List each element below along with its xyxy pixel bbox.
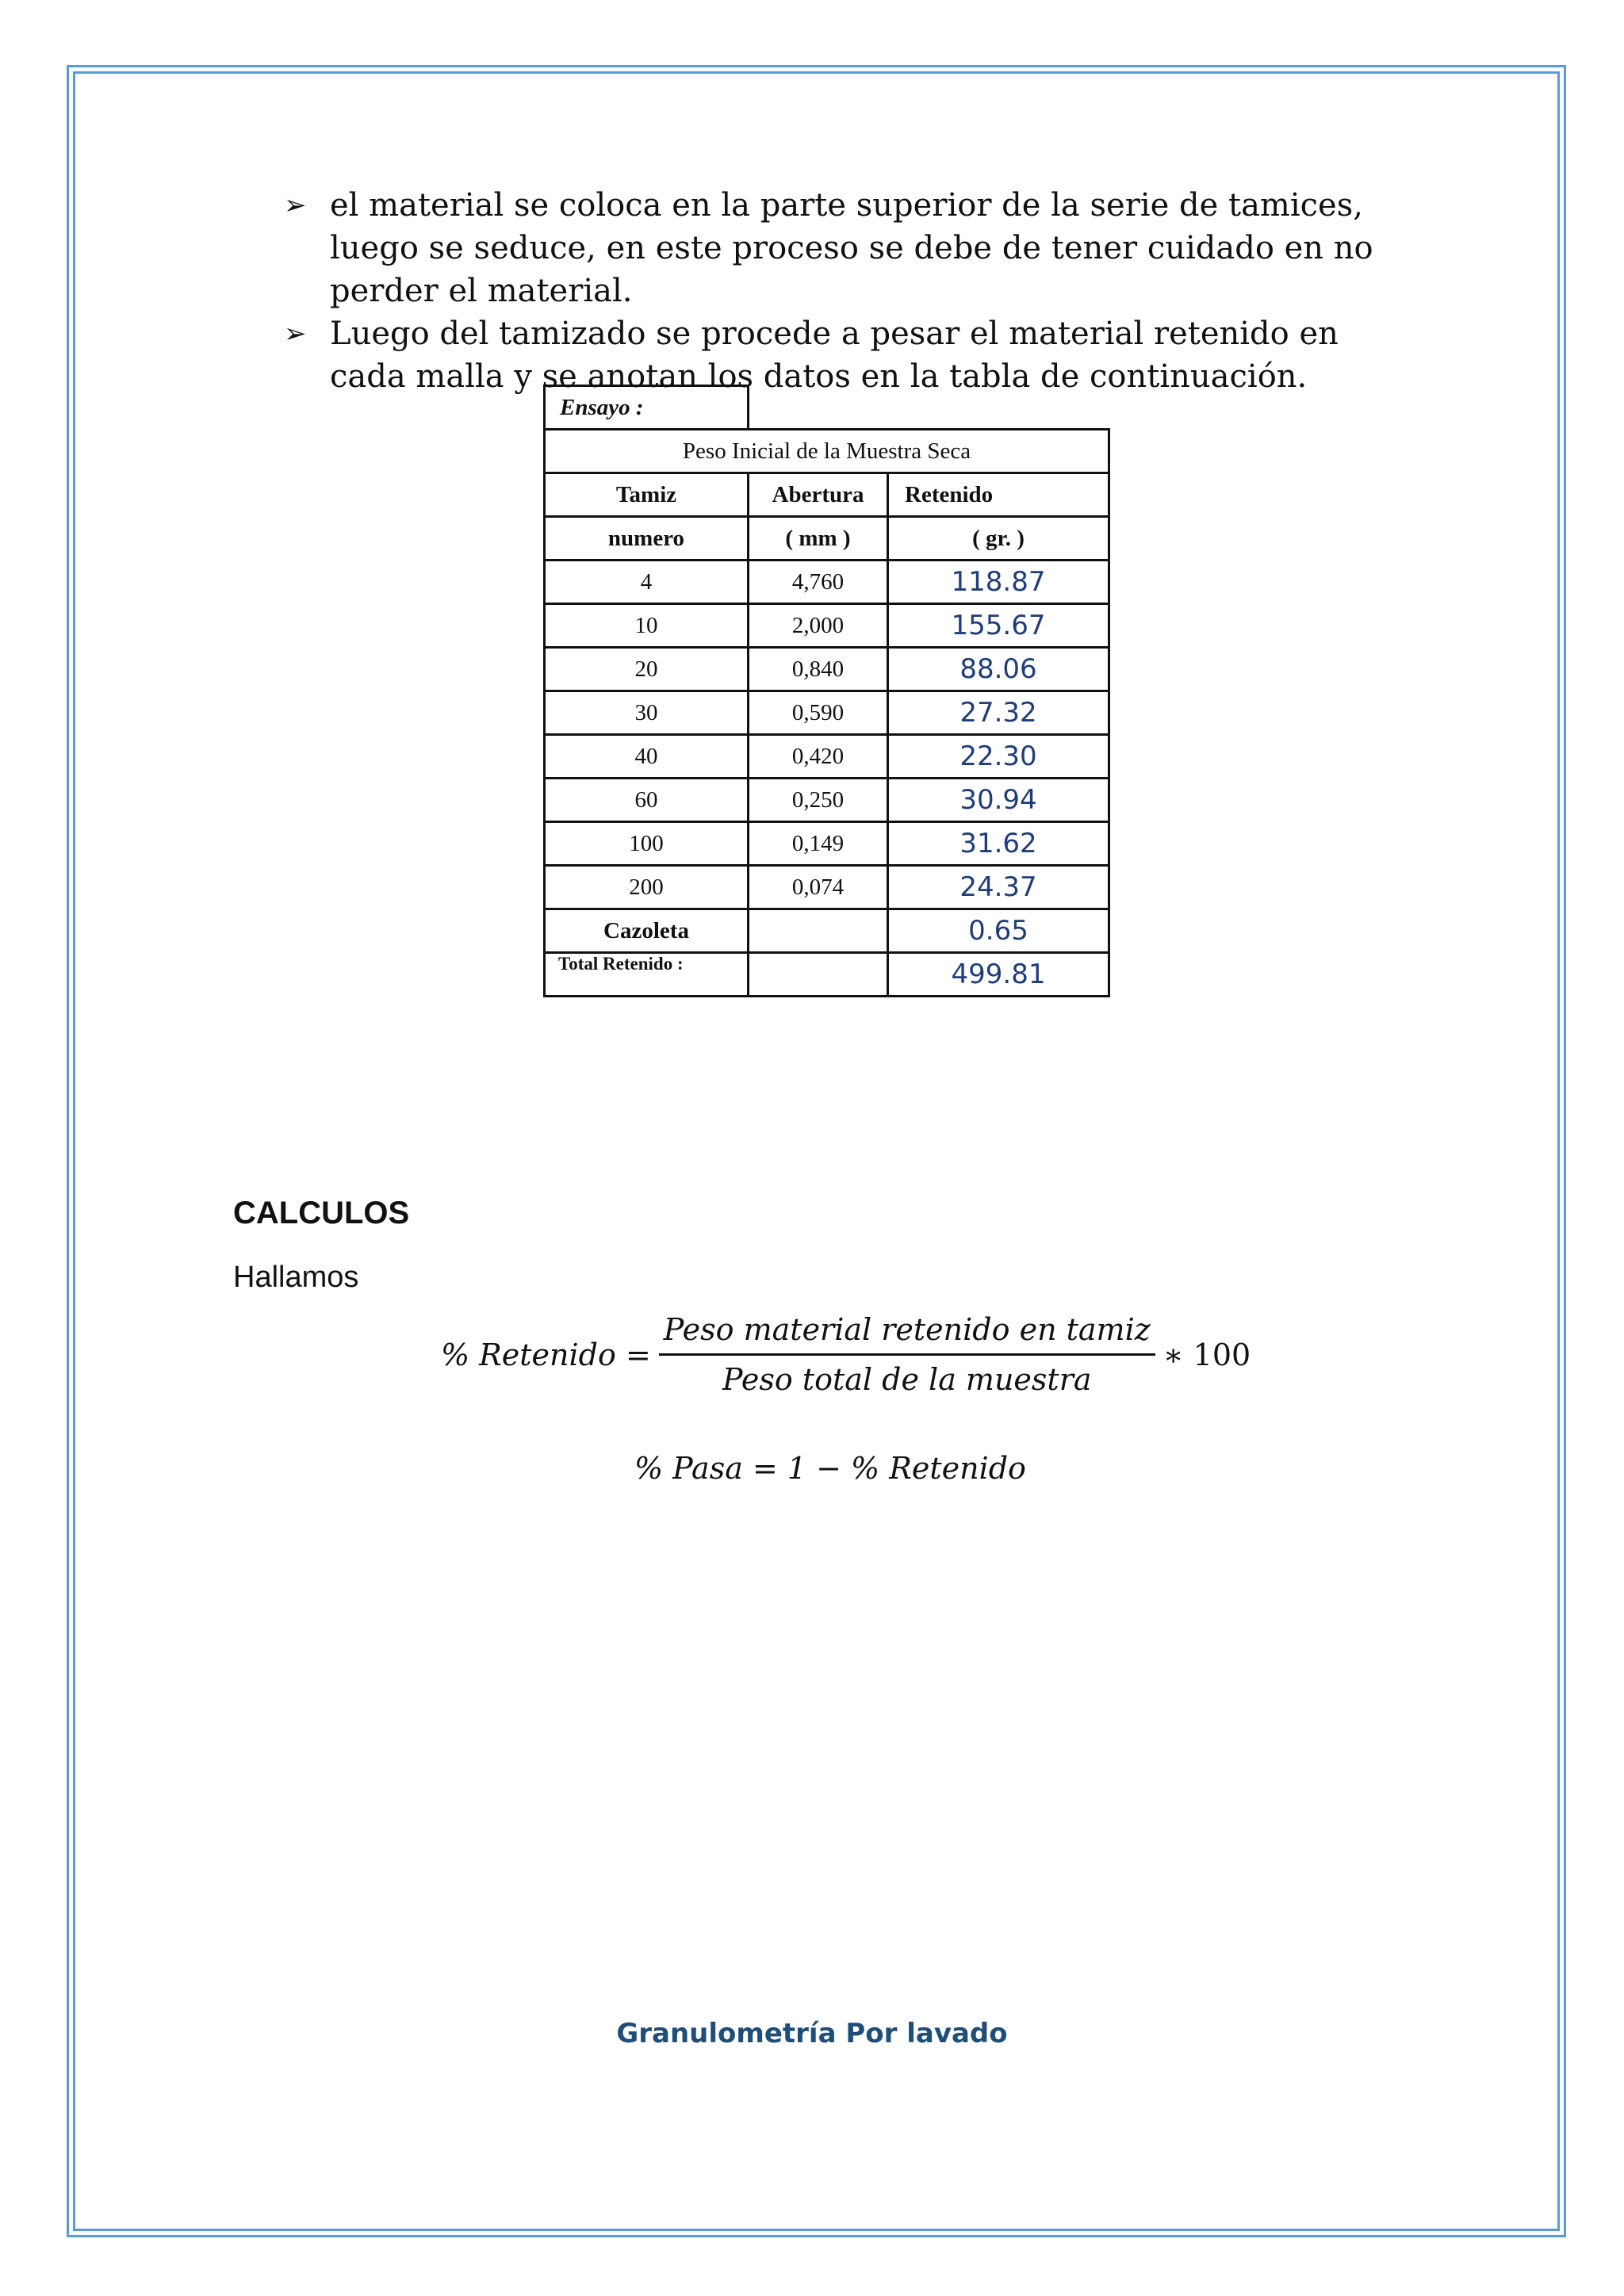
retenido-cell: 24.37 <box>888 866 1109 909</box>
table-row <box>545 822 1109 866</box>
tamiz-cell: 200 <box>545 866 749 909</box>
abertura-cell: 0,840 <box>749 648 888 691</box>
total-retenido-value: 499.81 <box>888 953 1109 997</box>
cazoleta-row <box>545 909 1109 953</box>
abertura-cell: 2,000 <box>749 604 888 648</box>
abertura-cell: 0,149 <box>749 822 888 866</box>
subheader-gr: ( gr. ) <box>888 517 1109 561</box>
tamiz-cell: 20 <box>545 648 749 691</box>
header-tamiz: Tamiz <box>545 473 749 517</box>
abertura-cell: 0,420 <box>749 735 888 779</box>
retenido-cell: 118.87 <box>888 561 1109 604</box>
calculos-heading: CALCULOS <box>233 1196 410 1230</box>
retenido-cell: 22.30 <box>888 735 1109 779</box>
table-row <box>545 604 1109 648</box>
tamiz-cell: 60 <box>545 779 749 822</box>
formula-pasa: % Pasa = 1 − % Retenido <box>634 1451 1026 1486</box>
retenido-cell: 30.94 <box>888 779 1109 822</box>
retenido-cell: 155.67 <box>888 604 1109 648</box>
tamiz-cell: 10 <box>545 604 749 648</box>
table-row <box>545 779 1109 822</box>
footer-title: Granulometría Por lavado <box>616 2018 1008 2049</box>
hallamos-text: Hallamos <box>233 1261 359 1294</box>
formula-lhs: % Retenido = <box>441 1337 651 1372</box>
peso-inicial-label: Peso Inicial de la Muestra Seca <box>545 430 1109 473</box>
tamiz-cell: 40 <box>545 735 749 779</box>
ensayo-label: Ensayo : <box>545 386 749 430</box>
arrow-bullet-icon: ➢ <box>284 189 307 221</box>
formula-retenido <box>441 1312 1251 1397</box>
tamiz-cell: 100 <box>545 822 749 866</box>
header-abertura: Abertura <box>749 473 888 517</box>
header-retenido: Retenido <box>888 473 1109 517</box>
bullet-list <box>284 184 1410 398</box>
abertura-cell: 0,074 <box>749 866 888 909</box>
tamiz-cell: 4 <box>545 561 749 604</box>
subheader-numero: numero <box>545 517 749 561</box>
retenido-cell: 88.06 <box>888 648 1109 691</box>
bullet-text: el material se coloca en la parte superior de la serie de tamices, luego se seduce, en este proceso se debe de tener cuidado en no perder el material. <box>330 187 1373 309</box>
bullet-item <box>284 184 1410 312</box>
formula-rhs: ∗ 100 <box>1162 1337 1251 1372</box>
abertura-cell: 0,250 <box>749 779 888 822</box>
table-row <box>545 648 1109 691</box>
retenido-cell: 31.62 <box>888 822 1109 866</box>
arrow-bullet-icon: ➢ <box>284 318 307 350</box>
retenido-cell: 27.32 <box>888 691 1109 735</box>
total-retenido-label: Total Retenido : <box>545 953 749 997</box>
total-row <box>545 953 1109 997</box>
formula-numerator: Peso material retenido en tamiz <box>659 1312 1155 1356</box>
abertura-cell: 0,590 <box>749 691 888 735</box>
tamiz-cell: 30 <box>545 691 749 735</box>
sieve-table <box>543 385 1110 997</box>
cazoleta-label: Cazoleta <box>545 909 749 953</box>
table-row <box>545 735 1109 779</box>
cazoleta-value: 0.65 <box>888 909 1109 953</box>
subheader-mm: ( mm ) <box>749 517 888 561</box>
formula-denominator: Peso total de la muestra <box>722 1362 1092 1397</box>
abertura-cell: 4,760 <box>749 561 888 604</box>
table-row <box>545 561 1109 604</box>
table-row <box>545 691 1109 735</box>
table-row <box>545 866 1109 909</box>
bullet-text: Luego del tamizado se procede a pesar el material retenido en cada malla y se anotan los datos en la tabla de continuación. <box>330 316 1339 395</box>
formula-fraction <box>659 1312 1155 1397</box>
